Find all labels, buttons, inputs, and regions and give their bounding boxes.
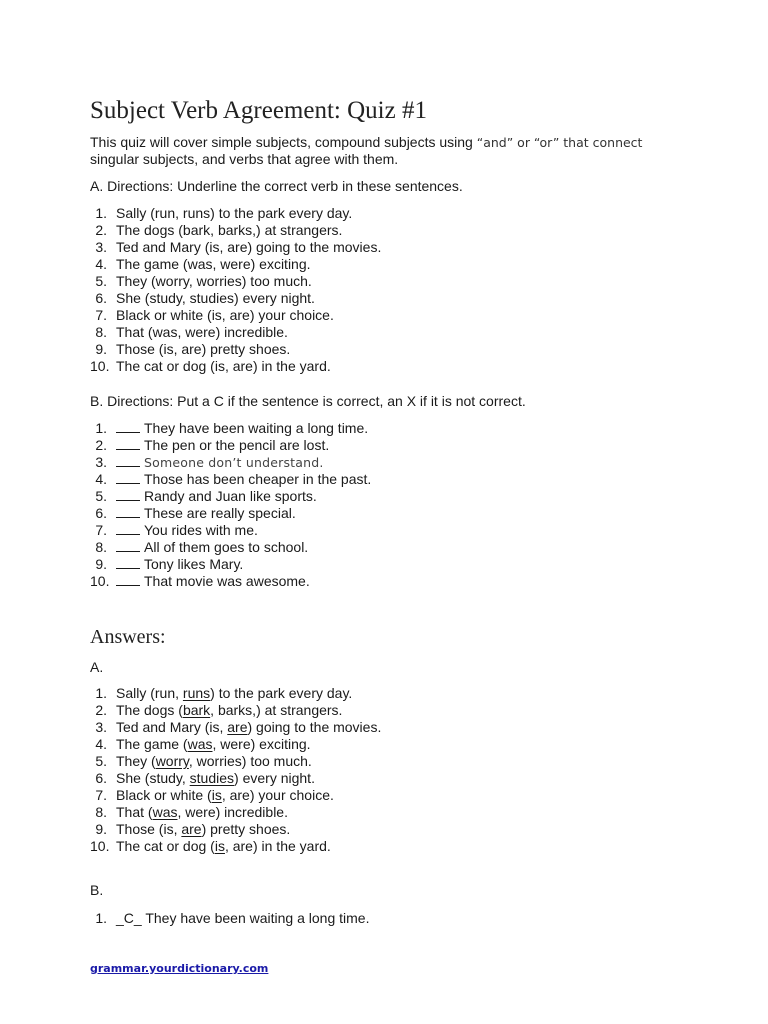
- list-item: [90, 910, 369, 927]
- underlined-answer: runs: [182, 685, 211, 701]
- answer-blank: [116, 522, 140, 535]
- list-item: [90, 222, 381, 239]
- list-item: [90, 702, 381, 719]
- item-number: 6.: [95, 290, 107, 306]
- list-item: [90, 804, 381, 821]
- item-number: 8.: [95, 539, 107, 555]
- underlined-answer: studies: [189, 770, 235, 786]
- item-text: The pen or the pencil are lost.: [144, 437, 330, 453]
- item-text-before: Black or white (: [116, 787, 212, 803]
- footer-source-link[interactable]: grammar.yourdictionary.com: [90, 962, 269, 975]
- item-text-after: , were) incredible.: [177, 804, 288, 820]
- underlined-answer: worry: [155, 753, 189, 769]
- list-item: [90, 838, 381, 855]
- item-text-after: , barks,) at strangers.: [210, 702, 343, 718]
- item-text: Black or white (is, are) your choice.: [116, 307, 334, 323]
- item-text-before: That (: [116, 804, 153, 820]
- list-item: [90, 471, 371, 488]
- underlined-answer: bark: [182, 702, 211, 718]
- page-title: Subject Verb Agreement: Quiz #1: [90, 97, 427, 124]
- underlined-answer: was: [187, 736, 213, 752]
- item-text-before: The cat or dog (: [116, 838, 215, 854]
- underlined-answer: was: [152, 804, 178, 820]
- item-number: 1.: [95, 420, 107, 436]
- list-item: [90, 821, 381, 838]
- section-b-directions: B. Directions: Put a C if the sentence is correct, an X if it is not correct.: [90, 393, 526, 409]
- item-number: 4.: [95, 736, 107, 752]
- underlined-answer: are: [181, 821, 202, 837]
- underlined-answer: is: [214, 838, 225, 854]
- item-number: 3.: [95, 719, 107, 735]
- list-item: [90, 522, 371, 539]
- underlined-answer: are: [227, 719, 248, 735]
- answers-label-a: A.: [90, 659, 104, 675]
- item-number: 5.: [95, 488, 107, 504]
- answer-blank: [116, 573, 140, 586]
- list-item: [90, 753, 381, 770]
- list-item: [90, 239, 381, 256]
- list-item: [90, 437, 371, 454]
- item-text: These are really special.: [144, 505, 296, 521]
- item-text-after: , were) exciting.: [212, 736, 311, 752]
- item-text: _C_ They have been waiting a long time.: [116, 910, 370, 926]
- item-number: 1.: [95, 685, 107, 701]
- item-number: 10.: [90, 573, 110, 589]
- item-text-after: ) to the park every day.: [210, 685, 353, 701]
- list-item: [90, 324, 381, 341]
- list-item: [90, 787, 381, 804]
- list-item: [90, 539, 371, 556]
- item-number: 10.: [90, 838, 110, 854]
- answers-a-list: [90, 685, 381, 855]
- item-text-before: The dogs (: [116, 702, 183, 718]
- item-text-before: Those (is,: [116, 821, 182, 837]
- item-text-before: They (: [116, 753, 156, 769]
- list-item: [90, 307, 381, 324]
- item-number: 9.: [95, 556, 107, 572]
- list-item: [90, 273, 381, 290]
- answer-blank: [116, 505, 140, 518]
- item-number: 6.: [95, 770, 107, 786]
- item-text: The cat or dog (is, are) in the yard.: [116, 358, 331, 374]
- item-number: 5.: [95, 273, 107, 289]
- item-text-after: ) every night.: [234, 770, 315, 786]
- item-text: The dogs (bark, barks,) at strangers.: [116, 222, 343, 238]
- list-item: [90, 358, 381, 375]
- list-item: [90, 556, 371, 573]
- list-item: [90, 505, 371, 522]
- list-item: [90, 205, 381, 222]
- answer-blank: [116, 437, 140, 450]
- list-item: [90, 454, 371, 471]
- item-number: 3.: [95, 454, 107, 470]
- answers-label-b: B.: [90, 882, 104, 898]
- answer-blank: [116, 420, 140, 433]
- list-item: [90, 341, 381, 358]
- answers-heading: Answers:: [90, 626, 166, 648]
- answer-blank: [116, 454, 140, 467]
- item-text: She (study, studies) every night.: [116, 290, 315, 306]
- item-text: Someone don’t understand.: [144, 455, 324, 470]
- item-text: Tony likes Mary.: [144, 556, 244, 572]
- list-item: [90, 685, 381, 702]
- item-number: 7.: [95, 307, 107, 323]
- list-item: [90, 573, 371, 590]
- item-number: 8.: [95, 324, 107, 340]
- list-item: [90, 420, 371, 437]
- item-text: You rides with me.: [144, 522, 258, 538]
- item-text: Sally (run, runs) to the park every day.: [116, 205, 353, 221]
- answer-blank: [116, 471, 140, 484]
- item-number: 2.: [95, 222, 107, 238]
- answers-b-list: [90, 910, 369, 927]
- list-item: [90, 719, 381, 736]
- item-number: 9.: [95, 821, 107, 837]
- item-text-after: , worries) too much.: [188, 753, 312, 769]
- answer-blank: [116, 539, 140, 552]
- item-text: Randy and Juan like sports.: [144, 488, 317, 504]
- intro-text-part3: singular subjects, and verbs that agree with them.: [90, 151, 399, 167]
- item-text: Those has been cheaper in the past.: [144, 471, 372, 487]
- item-number: 7.: [95, 787, 107, 803]
- answer-blank: [116, 488, 140, 501]
- item-text: That (was, were) incredible.: [116, 324, 288, 340]
- item-number: 4.: [95, 471, 107, 487]
- section-a-list: [90, 205, 381, 375]
- item-number: 8.: [95, 804, 107, 820]
- intro-text-part2: “and” or “or” that connect: [476, 135, 643, 150]
- underlined-answer: is: [211, 787, 222, 803]
- item-number: 2.: [95, 437, 107, 453]
- item-text-after: , are) in the yard.: [224, 838, 331, 854]
- list-item: [90, 736, 381, 753]
- item-text-after: , are) your choice.: [221, 787, 334, 803]
- section-a-directions: A. Directions: Underline the correct verb in these sentences.: [90, 178, 463, 194]
- item-text: The game (was, were) exciting.: [116, 256, 311, 272]
- item-number: 2.: [95, 702, 107, 718]
- list-item: [90, 488, 371, 505]
- item-number: 3.: [95, 239, 107, 255]
- item-text: That movie was awesome.: [144, 573, 310, 589]
- intro-text-part1: This quiz will cover simple subjects, compound subjects using: [90, 134, 477, 150]
- item-text: All of them goes to school.: [144, 539, 309, 555]
- item-number: 1.: [95, 205, 107, 221]
- item-text-before: Sally (run,: [116, 685, 183, 701]
- intro-paragraph: [90, 134, 680, 168]
- item-text: They (worry, worries) too much.: [116, 273, 312, 289]
- list-item: [90, 256, 381, 273]
- item-text-before: She (study,: [116, 770, 190, 786]
- item-text-before: Ted and Mary (is,: [116, 719, 228, 735]
- item-number: 10.: [90, 358, 110, 374]
- list-item: [90, 770, 381, 787]
- item-text: Ted and Mary (is, are) going to the movies.: [116, 239, 382, 255]
- item-text-before: The game (: [116, 736, 188, 752]
- item-number: 9.: [95, 341, 107, 357]
- item-number: 4.: [95, 256, 107, 272]
- item-number: 6.: [95, 505, 107, 521]
- item-text: Those (is, are) pretty shoes.: [116, 341, 291, 357]
- item-text-after: ) pretty shoes.: [201, 821, 291, 837]
- section-b-list: [90, 420, 371, 590]
- item-number: 1.: [95, 910, 107, 926]
- item-number: 7.: [95, 522, 107, 538]
- item-text: They have been waiting a long time.: [144, 420, 369, 436]
- item-number: 5.: [95, 753, 107, 769]
- answer-blank: [116, 556, 140, 569]
- item-text-after: ) going to the movies.: [247, 719, 382, 735]
- list-item: [90, 290, 381, 307]
